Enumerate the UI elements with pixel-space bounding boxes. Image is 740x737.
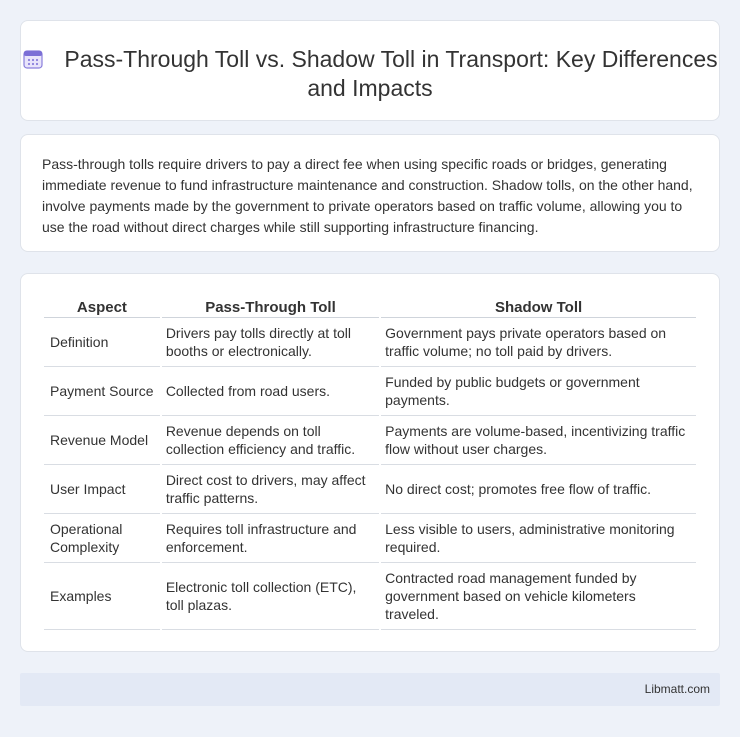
shadow-cell: Contracted road management funded by government based on vehicle kilometers traveled. xyxy=(381,563,696,630)
page-title: Pass-Through Toll vs. Shadow Toll in Transport: Key Differences and Impacts xyxy=(64,46,718,101)
footer-site-link[interactable]: Libmatt.com xyxy=(644,682,710,696)
table-row xyxy=(44,563,696,630)
pass-through-cell: Electronic toll collection (ETC), toll plazas. xyxy=(162,563,379,630)
intro-card xyxy=(20,134,720,252)
intro-paragraph: Pass-through tolls require drivers to pay a direct fee when using specific roads or bridges, generating immediate revenue to fund infrastructure maintenance and construction. Shadow tolls, on the other hand, involve payments made by the government to private operators based on traffic volume, allowing you to use the road without direct charges while still supporting infrastructure financing. xyxy=(42,156,693,235)
column-header-pass-through: Pass-Through Toll xyxy=(162,296,379,318)
shadow-cell: Government pays private operators based on traffic volume; no toll paid by drivers. xyxy=(381,318,696,367)
table-row xyxy=(44,318,696,367)
shadow-cell: Payments are volume-based, incentivizing traffic flow without user charges. xyxy=(381,416,696,465)
shadow-cell: Less visible to users, administrative monitoring required. xyxy=(381,514,696,563)
table-row xyxy=(44,514,696,563)
calendar-icon xyxy=(22,48,44,70)
page-title-wrap xyxy=(21,45,719,103)
table-row xyxy=(44,465,696,514)
aspect-cell: Revenue Model xyxy=(44,416,160,465)
comparison-table xyxy=(42,296,698,630)
aspect-cell: Examples xyxy=(44,563,160,630)
table-row xyxy=(44,367,696,416)
pass-through-cell: Collected from road users. xyxy=(162,367,379,416)
title-card xyxy=(20,20,720,121)
shadow-cell: No direct cost; promotes free flow of traffic. xyxy=(381,465,696,514)
aspect-cell: Payment Source xyxy=(44,367,160,416)
shadow-cell: Funded by public budgets or government payments. xyxy=(381,367,696,416)
column-header-shadow: Shadow Toll xyxy=(381,296,696,318)
column-header-aspect: Aspect xyxy=(44,296,160,318)
aspect-cell: User Impact xyxy=(44,465,160,514)
aspect-cell: Definition xyxy=(44,318,160,367)
pass-through-cell: Direct cost to drivers, may affect traffic patterns. xyxy=(162,465,379,514)
table-row xyxy=(44,416,696,465)
footer-bar xyxy=(20,673,720,706)
table-header-row xyxy=(44,296,696,318)
pass-through-cell: Requires toll infrastructure and enforcement. xyxy=(162,514,379,563)
pass-through-cell: Revenue depends on toll collection efficiency and traffic. xyxy=(162,416,379,465)
pass-through-cell: Drivers pay tolls directly at toll booths or electronically. xyxy=(162,318,379,367)
aspect-cell: Operational Complexity xyxy=(44,514,160,563)
comparison-table-card xyxy=(20,273,720,652)
